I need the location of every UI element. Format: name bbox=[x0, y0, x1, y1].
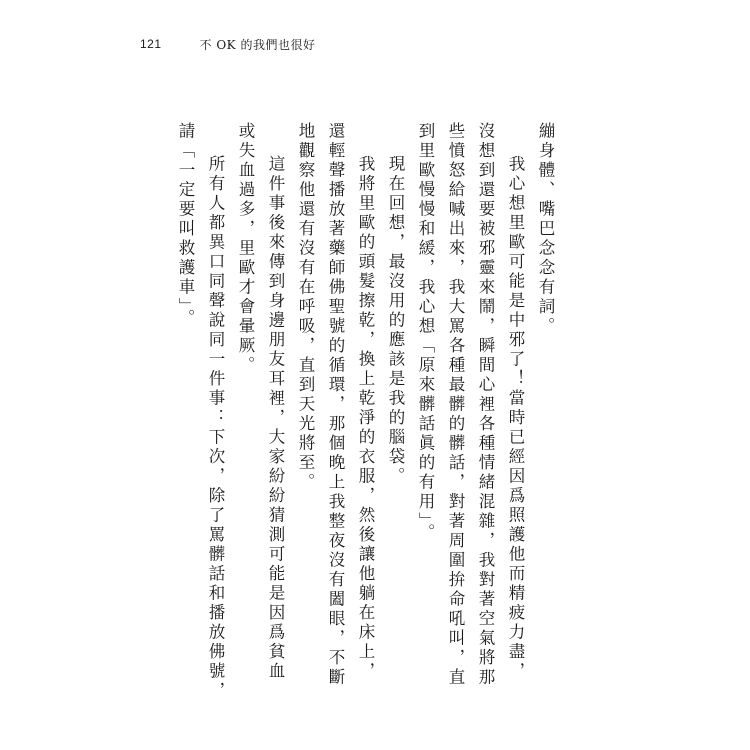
text-column: 我心想里歐可能是中邪了！當時已經因爲照護他而精疲力盡， bbox=[506, 155, 525, 682]
text-column: 現在回想，最沒用的應該是我的腦袋。 bbox=[386, 155, 405, 487]
text-column: 請「一定要叫救護車」。 bbox=[176, 122, 195, 329]
page-header bbox=[140, 34, 315, 54]
text-column: 到里歐慢慢和緩，我心想「原來髒話眞的有用」。 bbox=[416, 122, 435, 543]
text-column: 沒想到還要被邪靈來鬧，瞬間心裡各種情緒混雜，我對著空氣將那 bbox=[476, 122, 495, 688]
text-column: 這件事後來傳到身邊朋友耳裡，大家紛紛猜測可能是因爲貧血 bbox=[266, 155, 285, 682]
text-column: 繃身體、嘴巴念念有詞。 bbox=[536, 122, 555, 337]
text-column: 地觀察他還有沒有在呼吸，直到天光將至。 bbox=[296, 122, 315, 493]
text-column: 所有人都異口同聲說同一件事：下次，除了罵髒話和播放佛號， bbox=[206, 155, 225, 701]
page-number: 121 bbox=[140, 37, 162, 51]
text-column: 還輕聲播放著藥師佛聖號的循環，那個晚上我整夜沒有闔眼，不斷 bbox=[326, 122, 345, 688]
text-column: 我將里歐的頭髮擦乾，換上乾淨的衣服，然後讓他躺在床上， bbox=[356, 155, 375, 682]
running-title: 不 OK 的我們也很好 bbox=[199, 37, 316, 52]
vertical-text-body bbox=[176, 122, 560, 701]
text-column: 或失血過多，里歐才會暈厥。 bbox=[236, 122, 255, 376]
text-column: 些憤怒給喊出來，我大罵各種最髒的髒話，對著周圍拚命吼叫，直 bbox=[446, 122, 465, 688]
